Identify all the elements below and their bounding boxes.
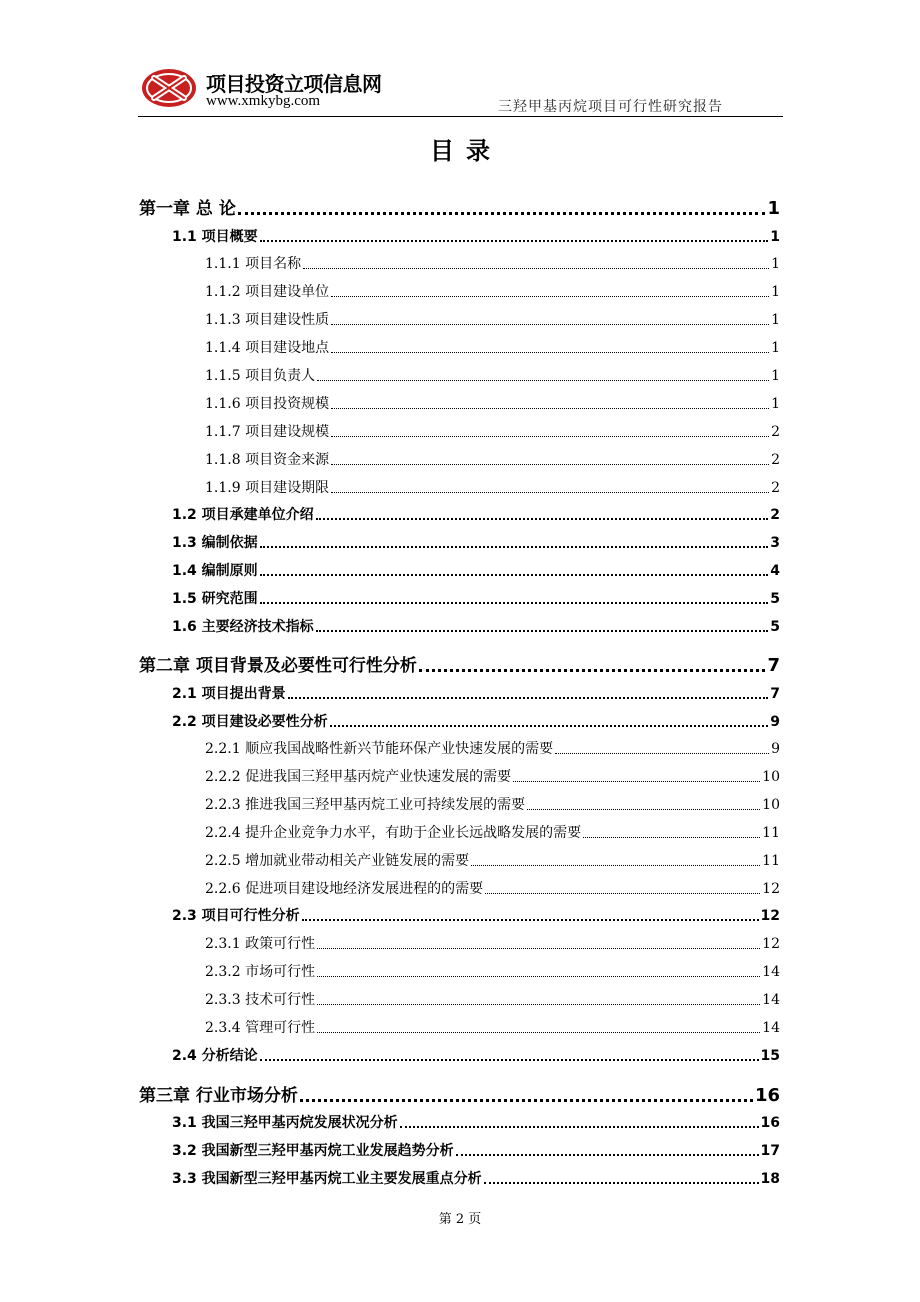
toc-leader-dots: [260, 574, 769, 576]
toc-entry-section[interactable]: [172, 1168, 780, 1188]
toc-entry-label: 第二章 项目背景及必要性可行性分析: [139, 656, 417, 676]
toc-leader-dots: [260, 546, 769, 548]
toc-entry-label: 2.3.4 管理可行性: [205, 1020, 316, 1036]
toc-entry-page: 2: [771, 424, 780, 440]
toc-entry-section[interactable]: [172, 683, 780, 703]
toc-entry-page: 5: [770, 619, 780, 635]
toc-entry-label: 3.1 我国三羟甲基丙烷发展状况分析: [172, 1115, 398, 1131]
toc-entry-page: 15: [760, 1048, 780, 1064]
toc-entry-chapter[interactable]: [139, 1081, 780, 1106]
toc-entry-page: 18: [760, 1171, 780, 1187]
brand-name: 项目投资立项信息网: [206, 72, 382, 96]
toc-entry-label: 1.1.5 项目负责人: [205, 368, 316, 384]
toc-entry-page: 16: [760, 1115, 780, 1131]
toc-entry-label: 1.1.9 项目建设期限: [205, 480, 330, 496]
toc-entry-page: 14: [762, 1020, 780, 1036]
page-number: 第 2 页: [438, 1212, 482, 1227]
toc-entry-chapter[interactable]: [139, 651, 780, 676]
toc-entry-page: 14: [762, 964, 780, 980]
toc-entry-page: 3: [770, 535, 780, 551]
toc-entry-page: 9: [770, 714, 780, 730]
toc-entry-label: 1.1 项目概要: [172, 229, 258, 245]
toc-entry-page: 11: [762, 853, 780, 869]
toc-leader-dots: [316, 630, 769, 632]
toc-leader-dots: [302, 919, 759, 921]
toc-leader-dots: [238, 212, 766, 215]
toc-leader-dots: [555, 753, 769, 754]
toc-leader-dots: [300, 1099, 753, 1102]
toc-entry-label: 2.2.6 促进项目建设地经济发展进程的的需要: [205, 881, 484, 897]
toc-entry-label: 1.4 编制原则: [172, 563, 258, 579]
toc-entry-section[interactable]: [172, 905, 780, 925]
toc-entry-sub[interactable]: [205, 878, 780, 898]
toc-entry-chapter[interactable]: [139, 194, 780, 219]
toc-leader-dots: [331, 296, 769, 297]
toc-entry-page: 1: [771, 284, 780, 300]
toc-leader-dots: [419, 669, 766, 672]
toc-entry-page: 9: [771, 741, 780, 757]
toc-entry-section[interactable]: [172, 616, 780, 636]
toc-entry-sub[interactable]: [205, 766, 780, 786]
brand-url: www.xmkybg.com: [206, 93, 321, 109]
toc-entry-section[interactable]: [172, 504, 780, 524]
toc-leader-dots: [331, 492, 769, 493]
toc-entry-label: 1.1.2 项目建设单位: [205, 284, 330, 300]
toc-leader-dots: [331, 436, 769, 437]
toc-entry-page: 1: [771, 312, 780, 328]
toc-entry-label: 2.3.2 市场可行性: [205, 964, 316, 980]
toc-entry-sub[interactable]: [205, 989, 780, 1009]
toc-entry-page: 10: [762, 797, 780, 813]
toc-entry-sub[interactable]: [205, 253, 780, 273]
toc-entry-section[interactable]: [172, 226, 780, 246]
toc-leader-dots: [288, 697, 769, 699]
document-title: 三羟甲基丙烷项目可行性研究报告: [498, 99, 723, 115]
toc-entry-section[interactable]: [172, 532, 780, 552]
toc-entry-page: 2: [771, 480, 780, 496]
toc-entry-sub[interactable]: [205, 850, 780, 870]
toc-entry-label: 第一章 总 论: [139, 199, 236, 219]
toc-entry-page: 2: [770, 507, 780, 523]
toc-entry-label: 3.3 我国新型三羟甲基丙烷工业主要发展重点分析: [172, 1171, 482, 1187]
toc-leader-dots: [471, 865, 760, 866]
toc-entry-sub[interactable]: [205, 449, 780, 469]
toc-entry-section[interactable]: [172, 588, 780, 608]
toc-entry-label: 2.3.3 技术可行性: [205, 992, 316, 1008]
toc-entry-page: 12: [760, 908, 780, 924]
toc-entry-page: 1: [770, 229, 780, 245]
toc-entry-label: 1.1.8 项目资金来源: [205, 452, 330, 468]
toc-entry-label: 2.2 项目建设必要性分析: [172, 714, 328, 730]
toc-entry-page: 12: [762, 936, 780, 952]
toc-entry-label: 1.1.7 项目建设规模: [205, 424, 330, 440]
toc-entry-label: 1.1.4 项目建设地点: [205, 340, 330, 356]
toc-leader-dots: [260, 1059, 759, 1061]
toc-leader-dots: [456, 1154, 759, 1156]
toc-entry-page: 1: [771, 340, 780, 356]
toc-entry-page: 2: [771, 452, 780, 468]
toc-entry-sub[interactable]: [205, 365, 780, 385]
toc-entry-section[interactable]: [172, 1140, 780, 1160]
toc-entry-page: 5: [770, 591, 780, 607]
toc-entry-label: 2.2.1 顺应我国战略性新兴节能环保产业快速发展的需要: [205, 741, 554, 757]
toc-entry-section[interactable]: [172, 1112, 780, 1132]
toc-leader-dots: [583, 837, 760, 838]
toc-entry-sub[interactable]: [205, 738, 780, 758]
toc-entry-page: 4: [770, 563, 780, 579]
toc-entry-label: 2.2.3 推进我国三羟甲基丙烷工业可持续发展的需要: [205, 797, 526, 813]
toc-entry-sub[interactable]: [205, 281, 780, 301]
toc-entry-label: 3.2 我国新型三羟甲基丙烷工业发展趋势分析: [172, 1143, 454, 1159]
toc-entry-label: 1.1.3 项目建设性质: [205, 312, 330, 328]
toc-entry-label: 1.1.6 项目投资规模: [205, 396, 330, 412]
toc-entry-label: 1.6 主要经济技术指标: [172, 619, 314, 635]
toc-entry-sub[interactable]: [205, 822, 780, 842]
toc-leader-dots: [331, 464, 769, 465]
toc-leader-dots: [331, 408, 769, 409]
toc-entry-label: 2.1 项目提出背景: [172, 686, 286, 702]
toc-entry-page: 11: [762, 825, 780, 841]
toc-entry-section[interactable]: [172, 711, 780, 731]
toc-entry-label: 1.2 项目承建单位介绍: [172, 507, 314, 523]
toc-entry-section[interactable]: [172, 1045, 780, 1065]
toc-entry-page: 1: [767, 198, 780, 219]
toc-leader-dots: [400, 1126, 759, 1128]
toc-entry-label: 2.4 分析结论: [172, 1048, 258, 1064]
toc-entry-page: 7: [767, 655, 780, 676]
toc-entry-label: 2.3 项目可行性分析: [172, 908, 300, 924]
toc-leader-dots: [330, 725, 769, 727]
toc-entry-label: 2.2.4 提升企业竞争力水平，有助于企业长远战略发展的需要: [205, 825, 582, 841]
toc-entry-label: 2.3.1 政策可行性: [205, 936, 316, 952]
toc-entry-page: 12: [762, 881, 780, 897]
toc-entry-sub[interactable]: [205, 1017, 780, 1037]
toc-entry-page: 1: [771, 256, 780, 272]
toc-heading: 目录: [430, 137, 502, 165]
toc-leader-dots: [260, 240, 769, 242]
toc-entry-page: 7: [770, 686, 780, 702]
toc-leader-dots: [303, 268, 769, 269]
toc-leader-dots: [260, 602, 769, 604]
toc-leader-dots: [331, 352, 769, 353]
toc-entry-sub[interactable]: [205, 933, 780, 953]
toc-leader-dots: [527, 809, 760, 810]
toc-entry-page: 1: [771, 396, 780, 412]
toc-entry-sub[interactable]: [205, 421, 780, 441]
toc-entry-page: 10: [762, 769, 780, 785]
toc-entry-sub[interactable]: [205, 794, 780, 814]
toc-leader-dots: [316, 518, 769, 520]
toc-leader-dots: [317, 380, 769, 381]
toc-leader-dots: [484, 1182, 759, 1184]
toc-leader-dots: [485, 893, 760, 894]
toc-entry-label: 第三章 行业市场分析: [139, 1086, 298, 1106]
toc-entry-page: 14: [762, 992, 780, 1008]
toc-leader-dots: [331, 324, 769, 325]
toc-entry-label: 1.1.1 项目名称: [205, 256, 302, 272]
toc-entry-label: 1.5 研究范围: [172, 591, 258, 607]
toc-entry-page: 1: [771, 368, 780, 384]
toc-entry-sub[interactable]: [205, 961, 780, 981]
toc-leader-dots: [317, 948, 760, 949]
toc-entry-section[interactable]: [172, 560, 780, 580]
toc-leader-dots: [513, 781, 760, 782]
toc-entry-page: 16: [754, 1085, 780, 1106]
toc-entry-label: 2.2.5 增加就业带动相关产业链发展的需要: [205, 853, 470, 869]
toc-entry-label: 2.2.2 促进我国三羟甲基丙烷产业快速发展的需要: [205, 769, 512, 785]
toc-entry-sub[interactable]: [205, 337, 780, 357]
toc-entry-page: 17: [760, 1143, 780, 1159]
toc-entry-label: 1.3 编制依据: [172, 535, 258, 551]
toc-entry-sub[interactable]: [205, 309, 780, 329]
toc-leader-dots: [317, 1032, 760, 1033]
toc-leader-dots: [317, 976, 760, 977]
toc-leader-dots: [317, 1004, 760, 1005]
toc-entry-sub[interactable]: [205, 477, 780, 497]
toc-entry-sub[interactable]: [205, 393, 780, 413]
